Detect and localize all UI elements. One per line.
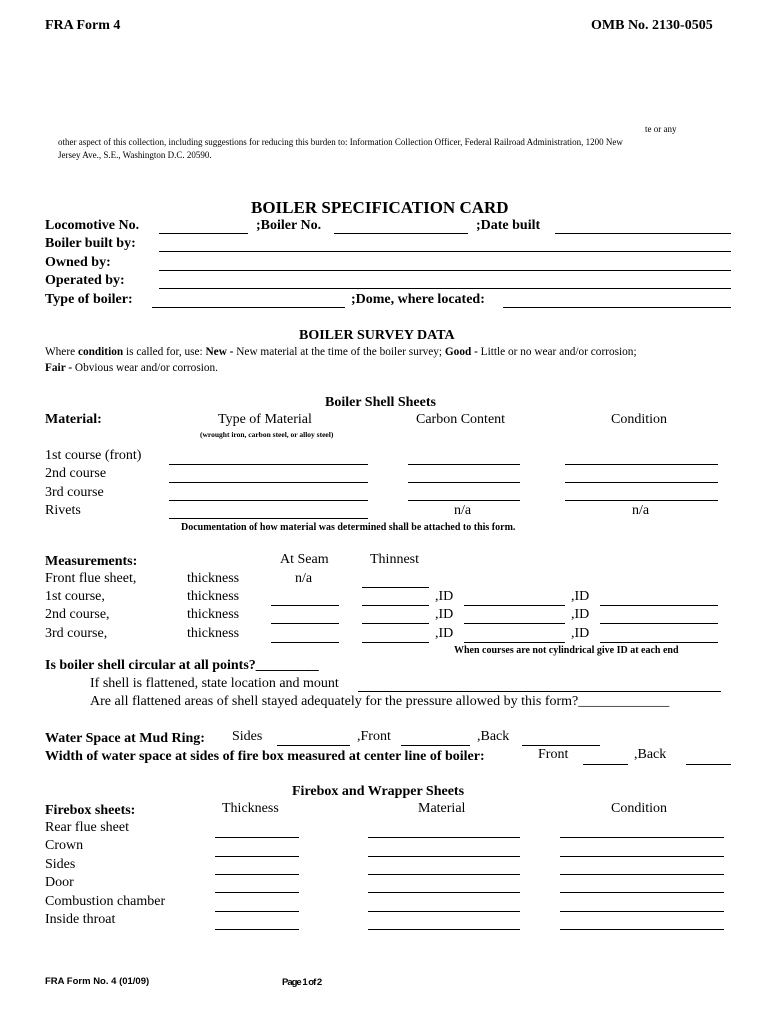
owned-by-field[interactable] — [159, 270, 731, 271]
firebox-row-label: Door — [45, 875, 74, 890]
operated-by-field[interactable] — [159, 288, 731, 289]
id-label: ,ID — [435, 589, 454, 604]
firebox-condition-field[interactable] — [560, 874, 724, 875]
shell-title: Boiler Shell Sheets — [325, 395, 436, 410]
firebox-material-field[interactable] — [368, 892, 520, 893]
dome-location-field[interactable] — [503, 307, 731, 308]
shell-row-label: 3rd course — [45, 485, 104, 500]
operated-by-label: Operated by: — [45, 273, 125, 288]
shell-condition-field[interactable] — [565, 482, 718, 483]
shell-carbon-field[interactable] — [408, 482, 520, 483]
thinnest-field[interactable] — [362, 642, 429, 643]
firebox-thickness-field[interactable] — [215, 856, 299, 857]
documentation-note: Documentation of how material was determined shall be attached to this form. — [181, 522, 516, 533]
thinnest-field[interactable] — [362, 623, 429, 624]
firebox-row-label: Sides — [45, 857, 76, 872]
width-front-field[interactable] — [583, 764, 628, 765]
firebox-thickness-field[interactable] — [215, 874, 299, 875]
at-seam-field[interactable] — [271, 642, 339, 643]
at-seam-header: At Seam — [280, 552, 329, 567]
shell-material-field[interactable] — [169, 500, 368, 501]
thinnest-field[interactable] — [362, 587, 429, 588]
id-label: ,ID — [435, 626, 454, 641]
firebox-condition-field[interactable] — [560, 929, 724, 930]
cylindrical-note: When courses are not cylindrical give ID at each end — [454, 645, 679, 656]
thickness-label: thickness — [187, 626, 240, 641]
firebox-thickness-header: Thickness — [222, 801, 279, 816]
back-label: ,Back — [477, 729, 510, 744]
flattened-question: If shell is flattened, state location and mount — [90, 676, 339, 691]
firebox-thickness-field[interactable] — [215, 892, 299, 893]
condition-header: Condition — [611, 412, 668, 427]
flattened-location-field[interactable] — [358, 691, 721, 692]
shell-row-label: Rivets — [45, 503, 81, 518]
firebox-row-label: Inside throat — [45, 912, 116, 927]
front-label-2: Front — [538, 747, 569, 762]
carbon-content-header: Carbon Content — [416, 412, 506, 427]
firebox-material-field[interactable] — [368, 911, 520, 912]
at-seam-field[interactable] — [271, 623, 339, 624]
thickness-label: thickness — [187, 589, 240, 604]
footer-form-id: FRA Form No. 4 (01/09) — [45, 976, 150, 987]
type-of-material-header: Type of Material — [218, 412, 312, 427]
survey-instructions-line-1: Where condition is called for, use: New - New material at the time of the boiler survey; Good - Little or no wear and/or corrosion; — [45, 346, 637, 358]
id-label: ,ID — [435, 607, 454, 622]
firebox-condition-header: Condition — [611, 801, 668, 816]
id-field[interactable] — [600, 605, 718, 606]
measurement-row-label: Front flue sheet, — [45, 571, 137, 586]
at-seam-field[interactable] — [271, 605, 339, 606]
shell-condition-field[interactable] — [565, 500, 718, 501]
page-title: BOILER SPECIFICATION CARD — [251, 198, 509, 217]
front-label: ,Front — [357, 729, 391, 744]
id-label: ,ID — [571, 626, 590, 641]
shell-row-label: 1st course (front) — [45, 448, 142, 463]
width-water-space-label: Width of water space at sides of fire box measured at center line of boiler: — [45, 749, 485, 764]
type-of-boiler-field[interactable] — [152, 307, 345, 308]
shell-material-field[interactable] — [169, 518, 368, 519]
boiler-no-label: ;Boiler No. — [256, 218, 322, 233]
locomotive-no-label: Locomotive No. — [45, 218, 140, 233]
rivets-condition-na: n/a — [632, 503, 650, 518]
dome-location-label: ;Dome, where located: — [351, 292, 485, 307]
id-field[interactable] — [464, 642, 565, 643]
sides-label: Sides — [232, 729, 263, 744]
id-label: ,ID — [571, 589, 590, 604]
shell-carbon-field[interactable] — [408, 464, 520, 465]
firebox-row-label: Combustion chamber — [45, 894, 166, 909]
firebox-material-field[interactable] — [368, 837, 520, 838]
firebox-condition-field[interactable] — [560, 856, 724, 857]
sides-field[interactable] — [277, 745, 350, 746]
stayed-question: Are all flattened areas of shell stayed adequately for the pressure allowed by this form?_____________ — [90, 694, 670, 709]
id-field[interactable] — [464, 605, 565, 606]
shell-material-field[interactable] — [169, 482, 368, 483]
omb-number: OMB No. 2130-0505 — [591, 18, 713, 33]
firebox-thickness-field[interactable] — [215, 837, 299, 838]
circular-question: Is boiler shell circular at all points?_________ — [45, 658, 319, 673]
burden-fragment: te or any — [645, 124, 677, 134]
measurements-label: Measurements: — [45, 554, 138, 569]
front-field[interactable] — [401, 745, 470, 746]
thickness-label: thickness — [187, 607, 240, 622]
type-of-material-note: (wrought iron, carbon steel, or alloy steel) — [200, 430, 334, 439]
date-built-label: ;Date built — [476, 218, 541, 233]
measurement-row-label: 1st course, — [45, 589, 105, 604]
firebox-row-label: Crown — [45, 838, 84, 853]
boiler-built-by-field[interactable] — [159, 251, 731, 252]
owned-by-label: Owned by: — [45, 255, 111, 270]
water-space-label: Water Space at Mud Ring: — [45, 731, 205, 746]
back-field[interactable] — [522, 745, 600, 746]
id-label: ,ID — [571, 607, 590, 622]
firebox-condition-field[interactable] — [560, 892, 724, 893]
firebox-thickness-field[interactable] — [215, 929, 299, 930]
firebox-material-header: Material — [418, 801, 466, 816]
type-of-boiler-label: Type of boiler: — [45, 292, 133, 307]
at-seam-na: n/a — [295, 571, 313, 586]
shell-row-label: 2nd course — [45, 466, 107, 481]
rivets-carbon-na: n/a — [454, 503, 472, 518]
firebox-sheets-label: Firebox sheets: — [45, 803, 136, 818]
firebox-row-label: Rear flue sheet — [45, 820, 129, 835]
survey-title: BOILER SURVEY DATA — [299, 328, 455, 343]
locomotive-no-field[interactable] — [159, 233, 248, 234]
firebox-condition-field[interactable] — [560, 911, 724, 912]
burden-line-2: Jersey Ave., S.E., Washington D.C. 20590. — [58, 150, 212, 160]
id-field[interactable] — [600, 642, 718, 643]
date-built-field[interactable] — [555, 233, 731, 234]
thinnest-header: Thinnest — [370, 552, 419, 567]
survey-instructions-line-2: Fair - Obvious wear and/or corrosion. — [45, 362, 218, 374]
shell-carbon-field[interactable] — [408, 500, 520, 501]
measurement-row-label: 3rd course, — [45, 626, 108, 641]
firebox-thickness-field[interactable] — [215, 911, 299, 912]
thickness-label: thickness — [187, 571, 240, 586]
firebox-material-field[interactable] — [368, 929, 520, 930]
material-label: Material: — [45, 412, 102, 427]
burden-line-1: other aspect of this collection, including suggestions for reducing this burden to: Information Collection Officer, Federal Railroad Administration, 1200 New — [58, 137, 623, 147]
id-field[interactable] — [600, 623, 718, 624]
firebox-material-field[interactable] — [368, 856, 520, 857]
width-back-field[interactable] — [686, 764, 731, 765]
back-label-2: ,Back — [634, 747, 667, 762]
thinnest-field[interactable] — [362, 605, 429, 606]
shell-condition-field[interactable] — [565, 464, 718, 465]
firebox-material-field[interactable] — [368, 874, 520, 875]
form-name: FRA Form 4 — [45, 18, 121, 33]
firebox-title: Firebox and Wrapper Sheets — [292, 784, 465, 799]
footer-page-number: Page 1 of 2 — [282, 977, 322, 988]
boiler-built-by-label: Boiler built by: — [45, 236, 136, 251]
id-field[interactable] — [464, 623, 565, 624]
measurement-row-label: 2nd course, — [45, 607, 110, 622]
shell-material-field[interactable] — [169, 464, 368, 465]
boiler-no-field[interactable] — [334, 233, 468, 234]
firebox-condition-field[interactable] — [560, 837, 724, 838]
